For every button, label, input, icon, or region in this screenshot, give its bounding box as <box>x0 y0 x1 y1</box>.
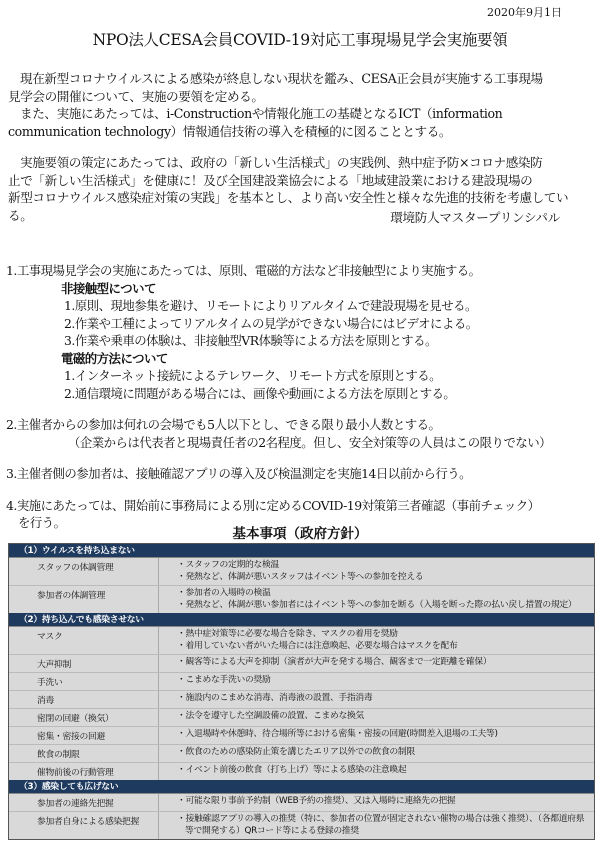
section-2-rows <box>9 627 594 780</box>
table-row <box>9 709 594 727</box>
policy-line: る。 <box>8 207 33 223</box>
subheading-non-contact: 非接触型について <box>61 280 156 296</box>
row-description <box>159 673 594 690</box>
row-description <box>159 763 594 780</box>
item-2: 2.主催者からの参加は何れの会場でも5人以下とし、できる限り最小人数とする。 <box>6 417 441 432</box>
row-label: マスク <box>9 627 159 654</box>
description-line: ・飲食のための感染防止策を講じたエリア以外での飲食の制限 <box>177 747 415 757</box>
row-label: 密閉の回避（換気） <box>9 709 159 726</box>
table-row <box>9 763 594 780</box>
description-line: ・接触確認アプリの導入の推奨（特に、参加者の位置が固定されない催物の場合は強く推奨）、（各都道府県等で開発する）QRコード等による登録の推奨 <box>177 814 585 836</box>
subheading-electronic: 電磁的方法について <box>61 350 168 366</box>
table-row <box>9 691 594 709</box>
intro-line: 見学会の開催について、実施の要領を定める。 <box>8 88 264 104</box>
row-description <box>159 812 594 839</box>
description-line: ・発熱など、体調が悪い参加者にはイベント等への参加を断る（入場を断った際の払い戻し措置の規定） <box>177 599 577 610</box>
row-description <box>159 709 594 726</box>
row-label: 飲食の制限 <box>9 745 159 762</box>
policy-line: 止で「新しい生活様式」を健康に！及び全国建設業協会による「地域建設業における建設現場の <box>8 172 533 188</box>
description-line: ・観客等による大声を抑制（演者が大声を発する場合、観客まで一定距離を確保） <box>177 657 492 667</box>
item-3: 3.主催者側の参加者は、接触確認アプリの導入及び検温測定を実施14日以前から行う。 <box>6 466 472 481</box>
row-label: 参加者の連絡先把握 <box>9 794 159 811</box>
row-label: 参加者の体調管理 <box>9 586 159 613</box>
description-line: ・施設内のこまめな消毒、消毒液の設置、手指消毒 <box>177 693 373 703</box>
section-3-rows <box>9 794 594 839</box>
description-line: ・発熱など、体調が悪いスタッフはイベント等への参加を控える <box>177 571 424 582</box>
row-description <box>159 655 594 672</box>
document-title: NPO法人CESA会員COVID-19対応工事現場見学会実施要領 <box>92 31 508 49</box>
table-row <box>9 655 594 673</box>
row-label: 手洗い <box>9 673 159 690</box>
sub-item: 1.原則、現地参集を避け、リモートによりリアルタイムで建設現場を見せる。 <box>64 298 477 313</box>
item-2-note: （企業からは代表者と現場責任者の2名程度。但し、安全対策等の人員はこの限りでない） <box>68 434 552 450</box>
description-line: ・入退場時や休憩時、待合場所等における密集・密接の回避(時間差入退場の工夫等) <box>177 729 498 739</box>
row-label: 大声抑制 <box>9 655 159 672</box>
intro-paragraph <box>8 70 594 140</box>
item-4-cont: を行う。 <box>18 515 66 530</box>
description-line: ・イベント前後の飲食（打ち上げ）等による感染の注意喚起 <box>177 765 407 775</box>
row-label: 参加者自身による感染把握 <box>9 812 159 839</box>
section-header: （3）感染しても広げない <box>9 780 594 794</box>
table-row <box>9 727 594 745</box>
sub-item: 2.作業や工種によってリアルタイムの見学ができない場合にはビデオによる。 <box>64 315 478 331</box>
policy-line: 実施要領の策定にあたっては、政府の「新しい生活様式」の実践例、熱中症予防×コロナ感染防 <box>20 155 543 170</box>
item-1: 1.工事現場見学会の実施にあたっては、原則、電磁的方法など非接触型により実施する。 <box>6 263 481 278</box>
section-header: （1）ウイルスを持ち込まない <box>9 544 594 558</box>
row-description <box>159 558 594 585</box>
row-label: 密集・密接の回避 <box>9 727 159 744</box>
policy-line: 新型コロナウイルス感染症対策の実践」を基本とし、より高い安全性と様々な先進的技術を考慮してい <box>8 190 569 205</box>
item-4: 4.実施にあたっては、開始前に事務局による別に定めるCOVID-19対策第三者確認（事前チェック） <box>6 497 540 513</box>
intro-line: また、実施にあたっては、i-Constructionや情報化施工の基礎となるICT（information <box>20 106 503 121</box>
section-1-rows <box>9 558 594 613</box>
row-label: 催物前後の行動管理 <box>9 763 159 780</box>
row-label: スタッフの体調管理 <box>9 558 159 585</box>
sub-item: 3.作業や乗車の体験は、非接触型VR体験等による方法を原則とする。 <box>64 333 437 348</box>
table-row <box>9 745 594 763</box>
description-line: ・こまめな手洗いの奨励 <box>177 675 271 685</box>
document-date: 2020年9月1日 <box>487 6 562 19</box>
row-description <box>159 691 594 708</box>
section-header: （2）持ち込んでも感染させない <box>9 613 594 627</box>
table-row <box>9 558 594 586</box>
sub-item: 2.通信環境に問題がある場合には、画像や動画による方法を原則とする。 <box>64 385 456 401</box>
table-row <box>9 812 594 839</box>
description-line: ・スタッフの定期的な検温 <box>177 560 279 570</box>
row-label: 消毒 <box>9 691 159 708</box>
table-row <box>9 586 594 613</box>
description-line: ・可能な限り事前予約制（WEB予約の推奨）、又は入場時に連絡先の把握 <box>177 796 456 806</box>
sub-item: 1.インターネット接続によるテレワーク、リモート方式を原則とする。 <box>64 368 442 383</box>
table-row <box>9 794 594 812</box>
implementation-items <box>6 262 594 532</box>
row-description <box>159 627 594 654</box>
intro-line: 現在新型コロナウイルスによる感染が終息しない現状を鑑み、CESA正会員が実施する工事現場 <box>20 71 543 86</box>
table-row <box>9 627 594 655</box>
description-line: ・熱中症対策等に必要な場合を除き、マスクの着用を奨励 <box>177 629 398 639</box>
basic-matters-table <box>8 543 595 840</box>
row-description <box>159 745 594 762</box>
description-line: ・参加者の入場時の検温 <box>177 588 271 598</box>
signature: 環境防人マスタープリンシパル <box>390 210 560 225</box>
table-row <box>9 673 594 691</box>
table-title: 基本事項（政府方針） <box>232 526 368 542</box>
row-description <box>159 727 594 744</box>
row-description <box>159 794 594 811</box>
description-line: ・法令を遵守した空調設備の設置、こまめな換気 <box>177 711 364 721</box>
description-line: ・着用していない者がいた場合には注意喚起、必要な場合はマスクを配布 <box>177 640 458 651</box>
row-description <box>159 586 594 613</box>
intro-line: communication technology）情報通信技術の導入を積極的に図ることとする。 <box>8 123 452 139</box>
